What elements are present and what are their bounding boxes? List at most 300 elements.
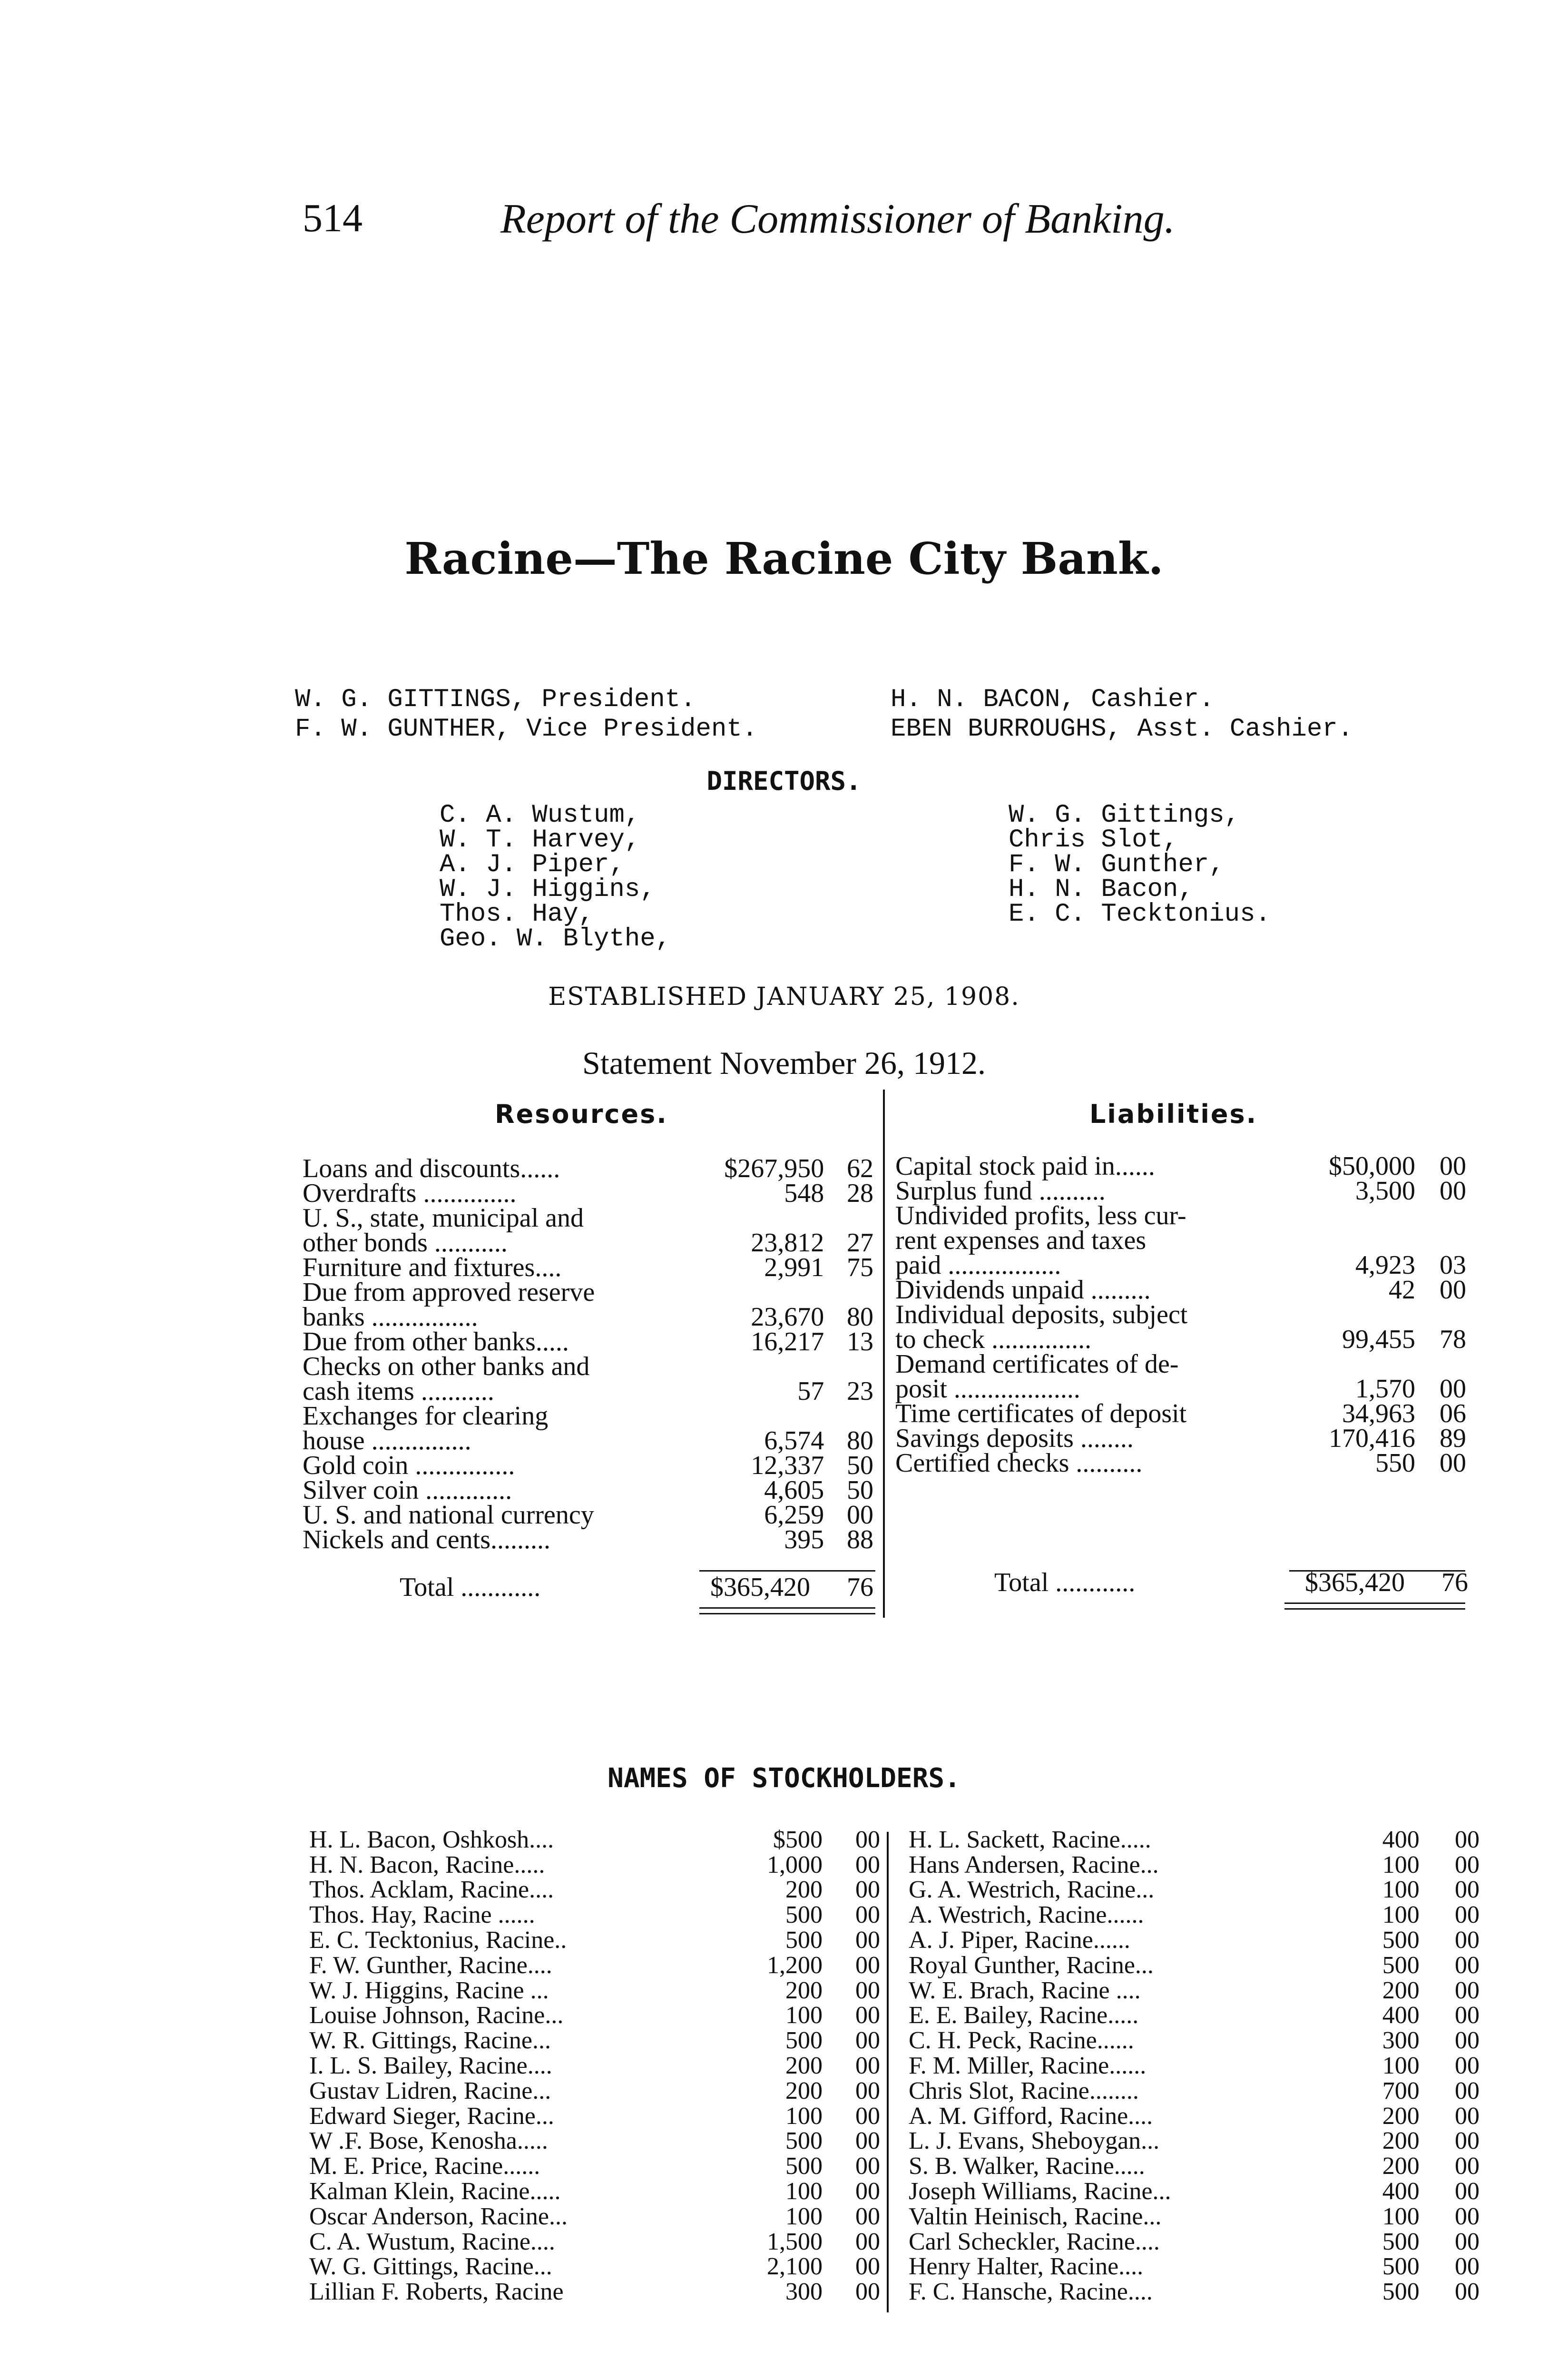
stockholder-row — [309, 2204, 880, 2229]
officer-cashier: H. N. BACON, Cashier. — [891, 685, 1215, 714]
resource-row-dollars: 6,259 — [764, 1500, 824, 1530]
liability-row — [895, 1203, 1466, 1228]
stockholder-row-dollars: 500 — [1382, 1951, 1420, 1979]
liability-row-dollars: 34,963 — [1342, 1399, 1415, 1428]
director: F. W. Gunther, — [1009, 850, 1225, 879]
stockholder-row-cents: 00 — [1455, 1876, 1480, 1904]
resource-row-dollars: 16,217 — [751, 1327, 824, 1357]
stockholder-row-dollars: 200 — [785, 2052, 823, 2079]
stockholder-row-label: L. J. Evans, Sheboygan... — [909, 2127, 1160, 2155]
stockholder-row-dollars: 500 — [785, 1926, 823, 1954]
stockholder-row — [909, 2254, 1480, 2280]
stockholder-row-dollars: 300 — [1382, 2027, 1420, 2055]
stockholder-row-cents: 00 — [855, 2027, 880, 2055]
liabilities-double-rule-b — [1284, 1608, 1465, 1610]
stockholder-row-label: Louise Johnson, Racine... — [309, 2002, 564, 2029]
stockholder-row-dollars: 100 — [1382, 2052, 1420, 2079]
bank-title: Racine—The Racine City Bank. — [404, 533, 1164, 584]
stockholder-row-label: Thos. Hay, Racine ...... — [309, 1901, 535, 1929]
stockholder-row-cents: 00 — [855, 2102, 880, 2130]
stockholder-row-label: A. Westrich, Racine...... — [909, 1901, 1144, 1929]
resources-total-dollars: $365,420 — [710, 1573, 811, 1602]
resource-row-label: banks ................ — [303, 1302, 478, 1332]
stockholder-row-cents: 00 — [855, 1951, 880, 1979]
stockholder-row-cents: 00 — [855, 2177, 880, 2205]
resource-row-cents: 50 — [847, 1475, 873, 1505]
resource-row — [303, 1181, 873, 1206]
liability-row-dollars: $50,000 — [1328, 1151, 1415, 1181]
resources-double-rule-b — [699, 1613, 875, 1614]
stockholder-row-label: E. C. Tecktonius, Racine.. — [309, 1926, 567, 1954]
stockholder-row-cents: 00 — [855, 2002, 880, 2029]
resource-row-label: cash items ........... — [303, 1376, 494, 1406]
director: W. T. Harvey, — [440, 826, 640, 855]
stockholder-row — [309, 2003, 880, 2028]
stockholder-row-cents: 00 — [1455, 2052, 1480, 2079]
stockholder-row-label: Edward Sieger, Racine... — [309, 2102, 554, 2130]
stockholder-row-cents: 00 — [855, 2253, 880, 2281]
liability-row — [895, 1401, 1466, 1426]
resources-total-cents: 76 — [847, 1573, 873, 1602]
liability-row-dollars — [1296, 1352, 1415, 1376]
stockholder-row — [909, 1902, 1480, 1927]
stockholder-row-cents: 00 — [855, 1826, 880, 1853]
stockholder-row-cents: 00 — [1455, 1926, 1480, 1954]
liability-row-dollars: 42 — [1388, 1275, 1415, 1305]
stockholder-row-dollars: 500 — [1382, 2278, 1420, 2306]
liabilities-double-rule-a — [1284, 1602, 1465, 1604]
liability-row — [895, 1154, 1466, 1179]
resource-row — [303, 1156, 873, 1181]
stockholder-row — [309, 1927, 880, 1953]
stockholder-row — [909, 2003, 1480, 2028]
stockholder-row — [309, 2153, 880, 2179]
stockholder-row-dollars: 500 — [1382, 2253, 1420, 2281]
liability-row — [895, 1376, 1466, 1401]
resource-row-dollars: 2,991 — [764, 1253, 824, 1282]
liability-row-dollars: 550 — [1375, 1448, 1415, 1478]
stockholder-row-label: E. E. Bailey, Racine..... — [909, 2002, 1139, 2029]
liabilities-heading: Liabilities. — [1089, 1099, 1258, 1129]
stockholder-row-label: S. B. Walker, Racine..... — [909, 2153, 1145, 2180]
stockholder-row-dollars: 200 — [1382, 2153, 1420, 2180]
resource-row-label: Gold coin ............... — [303, 1451, 515, 1480]
resource-row-cents: 28 — [847, 1179, 873, 1208]
resource-row-dollars: 23,812 — [751, 1228, 824, 1258]
stockholder-row-cents: 00 — [1455, 2027, 1480, 2055]
liability-row — [895, 1228, 1466, 1253]
resource-row-cents: 27 — [847, 1228, 873, 1258]
liability-row — [895, 1451, 1466, 1475]
stockholder-row — [309, 2179, 880, 2204]
established-date: ESTABLISHED JANUARY 25, 1908. — [548, 983, 1020, 1011]
resource-row-dollars: 57 — [797, 1376, 824, 1406]
stockholder-row — [909, 2028, 1480, 2053]
stockholder-row-cents: 00 — [1455, 2228, 1480, 2255]
resources-double-rule-a — [699, 1607, 875, 1609]
stockholder-row — [309, 2078, 880, 2104]
stockholder-row-label: W. G. Gittings, Racine... — [309, 2253, 552, 2281]
stockholder-row-cents: 00 — [855, 1976, 880, 2004]
liability-row-cents: 00 — [1440, 1275, 1466, 1305]
stockholder-row — [309, 2053, 880, 2078]
stockholder-row — [909, 1953, 1480, 1978]
liability-row-cents: 78 — [1440, 1325, 1466, 1354]
liability-row-label: Demand certificates of de- — [895, 1349, 1179, 1379]
stockholder-row — [909, 2053, 1480, 2078]
officer-president: W. G. GITTINGS, President. — [295, 685, 696, 714]
stockholder-row-label: C. H. Peck, Racine...... — [909, 2027, 1134, 2055]
stockholder-row-label: F. M. Miller, Racine...... — [909, 2052, 1147, 2079]
stockholder-row-cents: 00 — [855, 1851, 880, 1878]
statement-title: Statement November 26, 1912. — [582, 1045, 986, 1081]
stockholder-row-dollars: 500 — [1382, 1926, 1420, 1954]
director: Thos. Hay, — [440, 900, 594, 929]
liability-row-dollars — [1296, 1203, 1415, 1228]
liability-row-cents — [1415, 1203, 1466, 1228]
stockholder-row-dollars: 200 — [785, 1876, 823, 1904]
stockholder-row — [309, 1878, 880, 1903]
resource-row-cents: 80 — [847, 1426, 873, 1455]
stockholder-row-cents: 00 — [855, 1926, 880, 1954]
resource-row — [303, 1527, 873, 1552]
resource-row — [303, 1379, 873, 1404]
resource-row — [303, 1230, 873, 1255]
stockholder-row-cents: 00 — [1455, 2253, 1480, 2281]
resource-row — [303, 1478, 873, 1503]
stockholder-row-label: A. J. Piper, Racine...... — [909, 1926, 1130, 1954]
liability-row-cents — [1415, 1352, 1466, 1376]
director: C. A. Wustum, — [440, 801, 640, 830]
stockholder-row-label: Lillian F. Roberts, Racine — [309, 2278, 564, 2306]
stockholder-row-cents: 00 — [855, 2278, 880, 2306]
resource-row-label: U. S., state, municipal and — [303, 1203, 584, 1233]
stockholder-row-cents: 00 — [855, 2077, 880, 2104]
directors-right — [1009, 803, 1271, 927]
resources-total-row — [400, 1575, 873, 1600]
stockholder-row-label: Chris Slot, Racine........ — [909, 2077, 1139, 2104]
resource-row — [303, 1354, 873, 1379]
running-title: Report of the Commissioner of Banking. — [500, 196, 1175, 242]
resource-row-label: Loans and discounts...... — [303, 1154, 560, 1183]
stockholder-row — [909, 2279, 1480, 2304]
stockholder-row-cents: 00 — [855, 2153, 880, 2180]
stockholder-row-dollars: 700 — [1382, 2077, 1420, 2104]
stockholder-row — [909, 2129, 1480, 2154]
resources-table — [303, 1156, 873, 1552]
directors-left — [440, 803, 671, 952]
resource-row-cents: 80 — [847, 1302, 873, 1332]
stockholder-row-dollars: 200 — [1382, 1976, 1420, 2004]
resource-row-dollars: 23,670 — [751, 1302, 824, 1332]
stockholder-row-dollars: 500 — [1382, 2228, 1420, 2255]
stockholder-row-dollars: 100 — [785, 2102, 823, 2130]
liability-row-label: Certified checks .......... — [895, 1448, 1143, 1478]
stockholder-row-dollars: 300 — [785, 2278, 823, 2306]
stockholder-row — [909, 1878, 1480, 1903]
liability-row-cents: 00 — [1440, 1176, 1466, 1206]
stockholder-row-label: Valtin Heinisch, Racine... — [909, 2202, 1162, 2230]
directors-heading: DIRECTORS. — [706, 766, 862, 796]
liability-row-label: Capital stock paid in...... — [895, 1151, 1155, 1181]
liability-row-label: to check ............... — [895, 1325, 1092, 1354]
stockholder-row — [909, 1978, 1480, 2003]
stockholders-right-table — [909, 1827, 1480, 2304]
resource-row-cents: 88 — [847, 1525, 873, 1554]
resource-row-label: U. S. and national currency — [303, 1500, 594, 1530]
stockholder-row-cents: 00 — [1455, 2102, 1480, 2130]
resource-row-dollars — [691, 1354, 824, 1379]
stockholder-row-label: W. E. Brach, Racine .... — [909, 1976, 1141, 2004]
stockholder-row — [909, 2078, 1480, 2104]
resource-row-cents — [824, 1354, 873, 1379]
stockholder-row — [909, 2204, 1480, 2229]
stockholders-heading: NAMES OF STOCKHOLDERS. — [608, 1763, 960, 1794]
stockholders-left-table — [309, 1827, 880, 2304]
stockholder-row — [909, 2229, 1480, 2254]
resource-row-dollars: 548 — [784, 1179, 824, 1208]
liability-row-dollars — [1296, 1228, 1415, 1253]
officer-asst-cashier: EBEN BURROUGHS, Asst. Cashier. — [891, 715, 1353, 744]
resource-row-label: Silver coin ............. — [303, 1475, 512, 1505]
stockholder-row-dollars: 500 — [785, 1901, 823, 1929]
stockholder-row-label: W. J. Higgins, Racine ... — [309, 1976, 549, 2004]
stockholder-row-dollars: 200 — [1382, 2102, 1420, 2130]
stockholder-row-dollars: 500 — [785, 2153, 823, 2180]
stockholder-row-dollars: 200 — [785, 2077, 823, 2104]
stockholder-row-label: A. M. Gifford, Racine.... — [909, 2102, 1153, 2130]
stockholder-row-cents: 00 — [855, 1901, 880, 1929]
stockholder-row-cents: 00 — [855, 2228, 880, 2255]
stockholder-row-cents: 00 — [1455, 2202, 1480, 2230]
liability-row — [895, 1302, 1466, 1327]
stockholder-row-label: H. L. Bacon, Oshkosh.... — [309, 1826, 554, 1853]
director: A. J. Piper, — [440, 850, 625, 879]
resources-total-label: Total ............ — [400, 1573, 541, 1602]
stockholder-row-dollars: 500 — [785, 2027, 823, 2055]
liability-row — [895, 1179, 1466, 1203]
resource-row-cents — [824, 1280, 873, 1305]
stockholder-row-dollars: 200 — [785, 1976, 823, 2004]
liabilities-total-dollars: $365,420 — [1305, 1568, 1405, 1597]
stockholder-row-label: H. L. Sackett, Racine..... — [909, 1826, 1151, 1853]
resource-row-dollars: 6,574 — [764, 1426, 824, 1455]
stockholder-row-label: Kalman Klein, Racine..... — [309, 2177, 561, 2205]
stockholder-row-cents: 00 — [1455, 2002, 1480, 2029]
officers-left — [295, 685, 757, 744]
stockholder-row — [309, 1953, 880, 1978]
liability-row-dollars: 3,500 — [1355, 1176, 1415, 1206]
stockholder-row-label: Joseph Williams, Racine... — [909, 2177, 1171, 2205]
officers-right — [891, 685, 1353, 744]
resource-row — [303, 1503, 873, 1527]
stockholder-row-label: Hans Andersen, Racine... — [909, 1851, 1159, 1878]
stockholder-row-cents: 00 — [1455, 2077, 1480, 2104]
stockholder-row-dollars: 100 — [1382, 1876, 1420, 1904]
resource-row-dollars: 4,605 — [764, 1475, 824, 1505]
liabilities-table — [895, 1151, 1466, 1478]
stockholder-row-dollars: 1,000 — [766, 1851, 823, 1878]
stockholder-row-label: Gustav Lidren, Racine... — [309, 2077, 551, 2104]
stockholder-row-label: G. A. Westrich, Racine... — [909, 1876, 1155, 1904]
stockholder-row-dollars: 400 — [1382, 2177, 1420, 2205]
resource-row-dollars — [691, 1280, 824, 1305]
stockholder-row — [909, 2153, 1480, 2179]
resource-row-dollars: $267,950 — [724, 1154, 824, 1183]
stockholder-row-dollars: 100 — [1382, 1851, 1420, 1878]
stockholder-row-cents: 00 — [855, 2052, 880, 2079]
resource-row — [303, 1280, 873, 1305]
stockholder-row-dollars: 100 — [785, 2002, 823, 2029]
running-head — [0, 195, 1568, 257]
liability-row-cents: 00 — [1440, 1151, 1466, 1181]
stockholder-row-dollars: 100 — [785, 2202, 823, 2230]
liability-row-label: posit ................... — [895, 1374, 1080, 1404]
liability-row-cents: 89 — [1440, 1424, 1466, 1453]
stockholder-row-dollars: 100 — [785, 2177, 823, 2205]
resource-row-label: Overdrafts .............. — [303, 1179, 517, 1208]
stockholder-row-dollars: 400 — [1382, 2002, 1420, 2029]
officer-vice-president: F. W. GUNTHER, Vice President. — [295, 715, 758, 744]
stockholder-row-label: W .F. Bose, Kenosha..... — [309, 2127, 548, 2155]
director: Geo. W. Blythe, — [440, 924, 671, 954]
stockholder-row — [309, 1902, 880, 1927]
stockholder-row-label: Carl Scheckler, Racine.... — [909, 2228, 1160, 2255]
resource-row-label: Due from approved reserve — [303, 1278, 595, 1307]
resource-row-cents — [824, 1206, 873, 1230]
stockholder-row-cents: 00 — [1455, 1976, 1480, 2004]
stockholder-row-cents: 00 — [1455, 2278, 1480, 2306]
liability-row-label: Savings deposits ........ — [895, 1424, 1134, 1453]
stockholder-row-cents: 00 — [855, 1876, 880, 1904]
resource-row — [303, 1206, 873, 1230]
stockholder-row — [309, 1978, 880, 2003]
liability-row — [895, 1278, 1466, 1302]
stockholder-row-label: Oscar Anderson, Racine... — [309, 2202, 568, 2230]
liability-row-dollars: 4,923 — [1355, 1250, 1415, 1280]
resource-row — [303, 1453, 873, 1478]
stockholder-row — [309, 2254, 880, 2280]
stockholder-row — [309, 2279, 880, 2304]
stockholder-row-label: H. N. Bacon, Racine..... — [309, 1851, 545, 1878]
stockholder-row-label: F. W. Gunther, Racine.... — [309, 1951, 552, 1979]
stockholder-row-cents: 00 — [1455, 1951, 1480, 1979]
liability-row-cents: 00 — [1440, 1374, 1466, 1404]
stockholder-row — [909, 2104, 1480, 2129]
stockholder-row-cents: 00 — [1455, 2127, 1480, 2155]
director: E. C. Tecktonius. — [1009, 900, 1271, 929]
resource-row-cents: 50 — [847, 1451, 873, 1480]
liability-row-cents: 06 — [1440, 1399, 1466, 1428]
liability-row — [895, 1327, 1466, 1352]
stockholder-row-cents: 00 — [855, 2202, 880, 2230]
stockholder-row-dollars: 400 — [1382, 1826, 1420, 1853]
stockholders-divider — [887, 1832, 889, 2312]
stockholder-row — [909, 1927, 1480, 1953]
stockholder-row — [309, 2229, 880, 2254]
stockholder-row-label: M. E. Price, Racine...... — [309, 2153, 540, 2180]
resource-row-cents: 00 — [847, 1500, 873, 1530]
stockholder-row — [909, 1852, 1480, 1878]
liability-row — [895, 1426, 1466, 1451]
stockholder-row-dollars: $500 — [773, 1826, 823, 1853]
stockholder-row-cents: 00 — [855, 2127, 880, 2155]
resource-row-cents: 62 — [847, 1154, 873, 1183]
stockholder-row-dollars: 200 — [1382, 2127, 1420, 2155]
resource-row-label: Due from other banks..... — [303, 1327, 569, 1357]
stockholder-row-label: I. L. S. Bailey, Racine.... — [309, 2052, 552, 2079]
stockholder-row — [309, 1827, 880, 1852]
director: H. N. Bacon, — [1009, 875, 1194, 904]
stockholder-row — [309, 2028, 880, 2053]
stockholder-row — [909, 2179, 1480, 2204]
stockholder-row-label: F. C. Hansche, Racine.... — [909, 2278, 1153, 2306]
stockholder-row — [909, 1827, 1480, 1852]
stockholder-row — [309, 2104, 880, 2129]
stockholder-row-dollars: 2,100 — [766, 2253, 823, 2281]
stockholder-row — [309, 1852, 880, 1878]
liability-row — [895, 1253, 1466, 1278]
liability-row-label: Individual deposits, subject — [895, 1300, 1188, 1329]
liability-row-cents — [1415, 1228, 1466, 1253]
resources-sum-rule — [699, 1570, 875, 1572]
stockholder-row-label: C. A. Wustum, Racine.... — [309, 2228, 555, 2255]
resource-row-cents — [824, 1404, 873, 1428]
resource-row — [303, 1404, 873, 1428]
resource-row-dollars: 12,337 — [751, 1451, 824, 1480]
resource-row — [303, 1255, 873, 1280]
liability-row-dollars: 1,570 — [1355, 1374, 1415, 1404]
resource-row-cents: 75 — [847, 1253, 873, 1282]
stockholder-row-label: W. R. Gittings, Racine... — [309, 2027, 551, 2055]
stockholder-row-label: Thos. Acklam, Racine.... — [309, 1876, 554, 1904]
column-divider — [883, 1090, 885, 1618]
resource-row-label: Nickels and cents......... — [303, 1525, 550, 1554]
liability-row-label: Time certificates of deposit — [895, 1399, 1187, 1428]
director: W. G. Gittings, — [1009, 801, 1240, 830]
resource-row-dollars — [691, 1404, 824, 1428]
resource-row-dollars: 395 — [784, 1525, 824, 1554]
stockholder-row-label: Henry Halter, Racine.... — [909, 2253, 1144, 2281]
resource-row — [303, 1305, 873, 1329]
stockholder-row-dollars: 1,500 — [766, 2228, 823, 2255]
stockholder-row — [309, 2129, 880, 2154]
liability-row-cents — [1415, 1302, 1466, 1327]
stockholder-row-label: Royal Gunther, Racine... — [909, 1951, 1154, 1979]
resources-heading: Resources. — [495, 1099, 668, 1129]
liability-row-label: Undivided profits, less cur- — [895, 1201, 1186, 1230]
resource-row-label: Checks on other banks and — [303, 1352, 590, 1381]
liability-row-cents: 00 — [1440, 1448, 1466, 1478]
resource-row — [303, 1428, 873, 1453]
stockholder-row-dollars: 100 — [1382, 2202, 1420, 2230]
stockholder-row-cents: 00 — [1455, 1901, 1480, 1929]
resource-row-cents: 23 — [847, 1376, 873, 1406]
stockholder-row-dollars: 500 — [785, 2127, 823, 2155]
stockholder-row-cents: 00 — [1455, 2177, 1480, 2205]
resource-row-cents: 13 — [847, 1327, 873, 1357]
resource-row — [303, 1329, 873, 1354]
liability-row-label: paid ................. — [895, 1250, 1061, 1280]
resource-row-label: house ............... — [303, 1426, 471, 1455]
liabilities-total-row — [994, 1570, 1468, 1595]
stockholder-row-cents: 00 — [1455, 1851, 1480, 1878]
resource-row-dollars — [691, 1206, 824, 1230]
liability-row — [895, 1352, 1466, 1376]
liability-row-label: Dividends unpaid ......... — [895, 1275, 1151, 1305]
director: Chris Slot, — [1009, 826, 1178, 855]
liability-row-dollars — [1296, 1302, 1415, 1327]
